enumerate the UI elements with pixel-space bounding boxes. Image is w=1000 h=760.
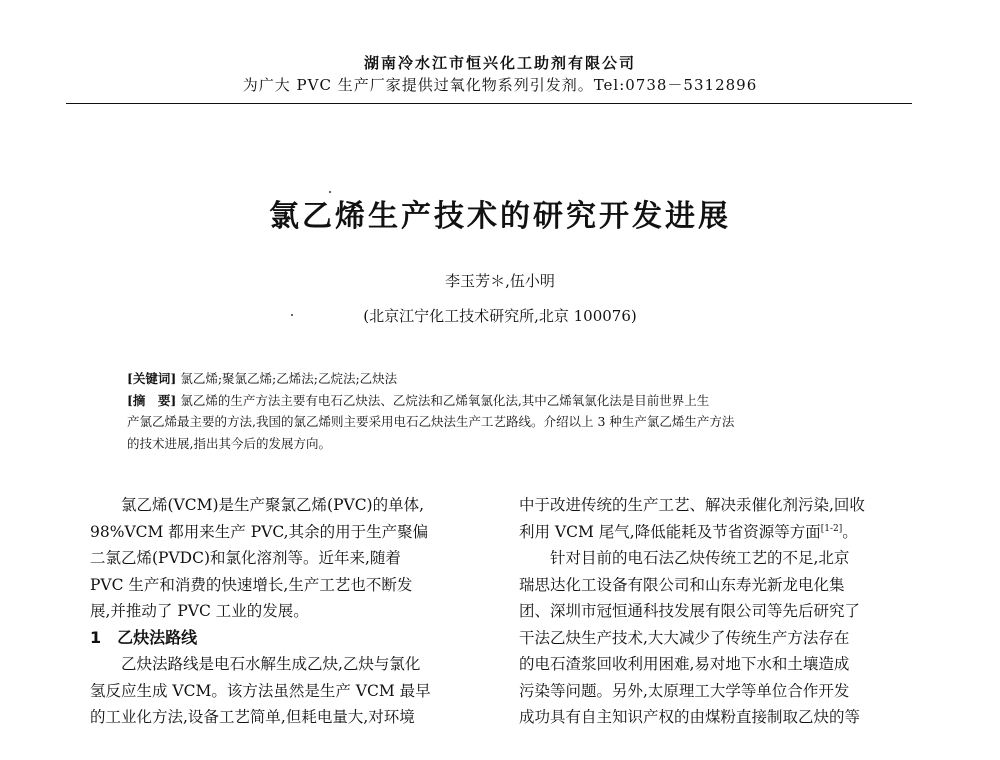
- paper-affiliation: (北京江宁化工技术研究所,北京 100076): [363, 307, 637, 325]
- body-line: 的电石渣浆回收利用困难,易对地下水和土壤造成: [519, 655, 850, 673]
- body-line: 氯乙烯(VCM)是生产聚氯乙烯(PVC)的单体,: [90, 496, 425, 514]
- body-line: 98%VCM 都用来生产 PVC,其余的用于生产聚偏: [90, 522, 429, 541]
- header-company: 湖南冷水江市恒兴化工助剂有限公司: [363, 54, 636, 72]
- journal-header: [0, 52, 1000, 96]
- body-text: 。: [842, 522, 858, 541]
- header-rule: [66, 103, 912, 104]
- keywords-text: 氯乙烯;聚氯乙烯;乙烯法;乙烷法;乙炔法: [180, 371, 398, 386]
- keywords-row: [127, 368, 887, 390]
- keywords-label: [关键词]: [127, 371, 177, 386]
- abstract-block: [127, 368, 887, 454]
- body-line: 针对目前的电石法乙炔传统工艺的不足,北京: [519, 549, 850, 567]
- abstract-line: 产氯乙烯最主要的方法,我国的氯乙烯则主要采用电石乙炔法生产工艺路线。介绍以上 3 种生产氯乙烯生产方法: [127, 414, 735, 429]
- abstract-line: 氯乙烯的生产方法主要有电石乙炔法、乙烷法和乙烯氧氯化法,其中乙烯氧氯化法是目前世界上生: [180, 392, 710, 408]
- body-column-left: [90, 492, 485, 731]
- body-line: 的工业化方法,设备工艺简单,但耗电量大,对环境: [90, 708, 415, 726]
- body-line: 中于改进传统的生产工艺、解决汞催化剂污染,回收: [519, 496, 865, 514]
- abstract-line: 的技术进展,指出其今后的发展方向。: [127, 435, 331, 451]
- body-line: 氢反应生成 VCM。该方法虽然是生产 VCM 最早: [90, 681, 431, 700]
- scan-speck: [329, 191, 331, 193]
- body-line: 污染等问题。另外,太原理工大学等单位合作开发: [519, 681, 850, 700]
- paper-title: 氯乙烯生产技术的研究开发进展: [269, 199, 731, 234]
- body-line: PVC 生产和消费的快速增长,生产工艺也不断发: [90, 575, 413, 594]
- scan-speck: [291, 314, 293, 316]
- body-line: 乙炔法路线是电石水解生成乙炔,乙炔与氯化: [90, 655, 421, 673]
- body-line: 成功具有自主知识产权的由煤粉直接制取乙炔的等: [519, 708, 861, 726]
- body-line: 干法乙炔生产技术,大大减少了传统生产方法存在: [519, 628, 850, 647]
- abstract-row: [127, 390, 887, 412]
- body-line-with-citation: [519, 519, 914, 546]
- paper-authors: 李玉芳＊,伍小明: [445, 272, 555, 290]
- body-line: 团、深圳市冠恒通科技发展有限公司等先后研究了: [519, 602, 861, 620]
- abstract-label: [摘 要]: [127, 392, 177, 408]
- body-line: 二氯乙烯(PVDC)和氯化溶剂等。近年来,随着: [90, 549, 401, 567]
- header-tagline: 为广大 PVC 生产厂家提供过氧化物系列引发剂。Tel:0738－5312896: [242, 76, 758, 94]
- body-line: 瑞思达化工设备有限公司和山东寿光新龙电化集: [519, 575, 845, 594]
- body-text: 利用 VCM 尾气,降低能耗及节省资源等方面: [519, 522, 821, 541]
- body-line: 展,并推动了 PVC 工业的发展。: [90, 602, 309, 620]
- body-column-right: [519, 492, 914, 731]
- section-heading: 1 乙炔法路线: [90, 627, 198, 647]
- citation-ref: [1-2]: [820, 523, 843, 534]
